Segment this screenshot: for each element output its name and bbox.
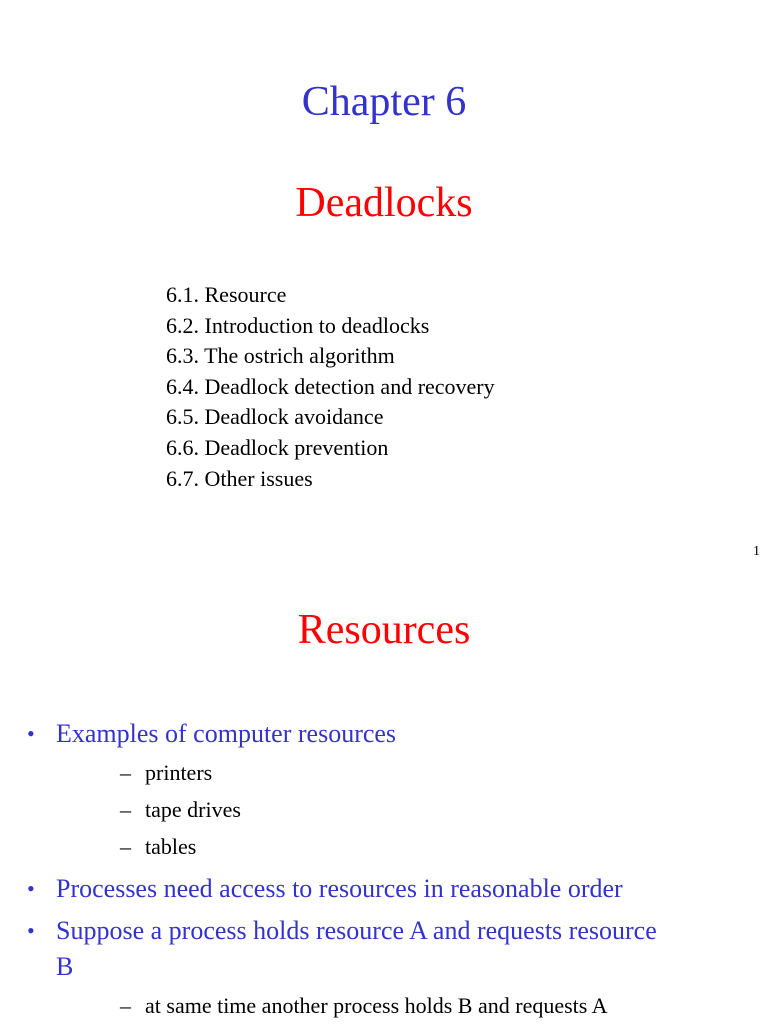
bullet-item [0, 716, 768, 865]
subject-title: Deadlocks [295, 180, 473, 226]
sub-bullet-item [56, 791, 768, 828]
sub-bullet-item [56, 828, 768, 865]
toc-item: 6.1. Resource [166, 282, 287, 307]
toc-item: 6.3. The ostrich algorithm [166, 343, 395, 369]
bullet-icon: • [27, 918, 35, 943]
bullet-text: Examples of computer resources [56, 719, 397, 748]
toc-item: 6.7. Other issues [166, 465, 313, 491]
dash-icon: – [120, 834, 131, 859]
bullet-list [0, 716, 768, 1030]
bullet-item [0, 913, 676, 1024]
table-of-contents [166, 280, 495, 494]
toc-item: 6.6. Deadlock prevention [166, 434, 389, 460]
page-number: 1 [753, 544, 760, 559]
slide-title: Resources [297, 607, 471, 653]
bullet-icon: • [27, 721, 35, 746]
toc-item: 6.4. Deadlock detection and recovery [166, 373, 495, 399]
sub-bullet-text: tape drives [145, 797, 241, 822]
dash-icon: – [120, 760, 131, 785]
toc-item: 6.5. Deadlock avoidance [166, 404, 384, 430]
bullet-text: Processes need access to resources in reasonable order [56, 874, 623, 903]
sub-bullet-text: tables [145, 834, 197, 859]
dash-icon: – [120, 993, 131, 1018]
bullet-item [0, 871, 768, 907]
slide-2 [0, 570, 768, 1024]
sub-bullet-list [56, 754, 768, 865]
bullet-icon: • [27, 876, 35, 901]
sub-bullet-list [56, 987, 676, 1024]
sub-bullet-text: at same time another process holds B and requests A [145, 993, 608, 1018]
sub-bullet-item [56, 754, 768, 791]
sub-bullet-text: printers [145, 760, 213, 785]
dash-icon: – [120, 797, 131, 822]
sub-bullet-item [56, 987, 676, 1024]
toc-item: 6.2. Introduction to deadlocks [166, 312, 430, 338]
bullet-text: Suppose a process holds resource A and requests resource B [56, 916, 657, 981]
chapter-title: Chapter 6 [301, 79, 467, 125]
